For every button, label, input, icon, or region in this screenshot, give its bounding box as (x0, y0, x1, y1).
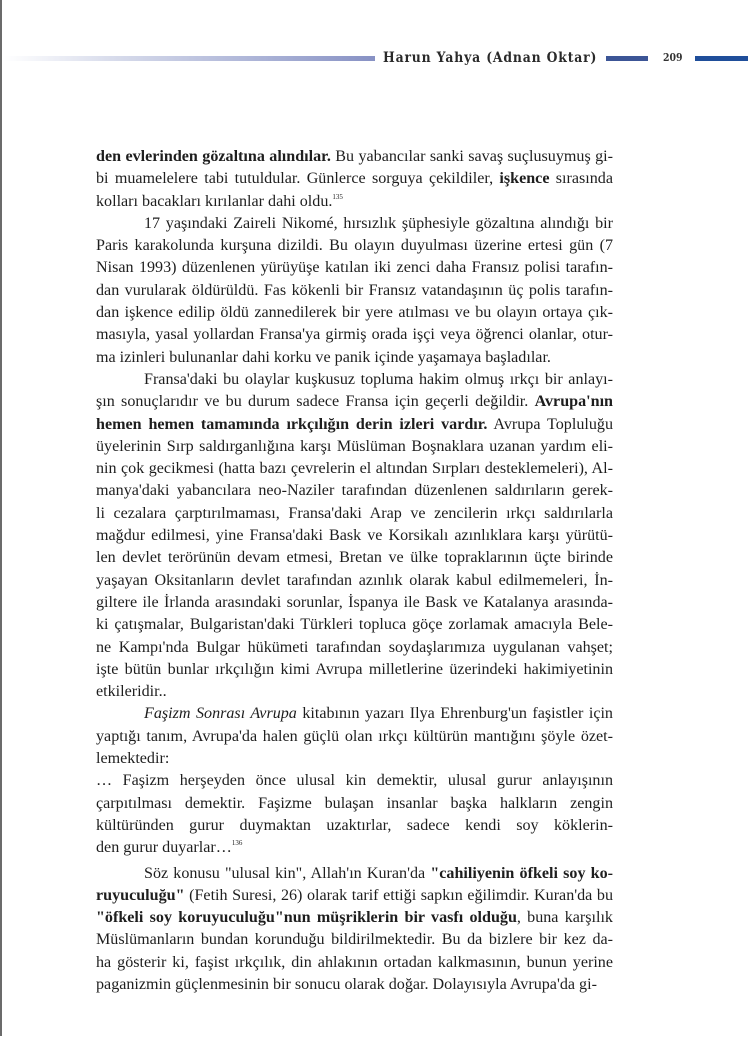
text-line (96, 837, 613, 859)
text-run: dan işkence edilip öldü zannedilerek bir yere atılması ve bu olayın ortaya çık- (96, 304, 613, 322)
paragraph (96, 863, 613, 997)
text-line (96, 436, 613, 458)
bold-text: Avrupa'nın (534, 393, 613, 411)
text-line (96, 681, 613, 703)
bold-text: işkence (499, 170, 550, 188)
text-run: etkileridir.. (96, 683, 167, 701)
text-run: den gurur duyarlar… (96, 839, 232, 857)
text-run: Söz konusu "ulusal kin", Allah'ın Kuran'da (144, 864, 431, 882)
text-line (96, 369, 613, 391)
page-number: 209 (663, 51, 683, 64)
text-run: Bu yabancılar sanki savaş suçlusuymuş gi- (330, 148, 613, 165)
text-line (96, 146, 613, 168)
text-run: (Fetih Suresi, 26) olarak tarif ettiği sapkın eğilimdir. Kuran'da bu (184, 886, 613, 904)
text-line (96, 525, 613, 547)
text-line (96, 614, 613, 636)
paragraph (96, 703, 613, 770)
text-line (96, 458, 613, 480)
text-line (96, 974, 613, 996)
text-line (96, 503, 613, 525)
text-line (96, 280, 613, 302)
header-gradient-bar (4, 56, 375, 61)
text-run: yaşayan Oksitanların devlet tarafından azınlık olarak kabul edilmemeleri, İn- (96, 571, 613, 589)
text-line (96, 570, 613, 592)
text-line (96, 793, 613, 815)
text-line (96, 480, 613, 502)
text-line (96, 235, 613, 257)
text-run: çarpıtılması demektir. Faşizme bulaşan insanlar başka halkların zengin (96, 794, 613, 812)
text-run: işte bütün bunlar ırkçılığın kimi Avrupa milletlerine üzerindeki hakimiyetinin (96, 660, 613, 678)
block-quote (96, 770, 613, 859)
text-run: giltere ile İrlanda arasındaki sorunlar, İspanya ile Bask ve Katalanya arasında- (96, 593, 613, 611)
text-run: … Faşizm herşeyden önce ulusal kin demektir, ulusal gurur anlayışının (96, 772, 613, 790)
footnote-reference: 136 (231, 839, 243, 848)
text-line (96, 815, 613, 837)
text-run: masıyla, yasal yollardan Fransa'ya girmiş orada işçi veya öğrenci olanlar, otur- (96, 326, 613, 344)
text-run: Avrupa Topluluğu (487, 415, 613, 433)
text-line (96, 770, 613, 792)
text-run: lemektedir: (96, 750, 170, 768)
text-run: kitabının yazarı Ilya Ehrenburg'un faşistler için (296, 705, 613, 723)
text-line (96, 257, 613, 279)
bold-text: den evlerinden gözaltına alındılar. (96, 148, 331, 165)
text-line (96, 637, 613, 659)
text-run: kolları bacakları kırılanlar dahi oldu. (96, 192, 333, 210)
text-run: paganizmin güçlenmesinin bir sonucu olarak doğar. Dolayısıyla Avrupa'da gi- (96, 975, 597, 993)
text-line (96, 302, 613, 324)
page-body (96, 146, 613, 996)
italic-title: Faşizm Sonrası Avrupa (144, 705, 297, 723)
text-run: üyelerinin Sırp saldırganlığına karşı Müslüman Boşnaklara uzanan yardım eli- (96, 437, 613, 455)
text-run: dan vurularak öldürüldü. Fas kökenli bir Fransız vatandaşının üç polis tarafın- (96, 281, 613, 299)
bold-text: ruyuculuğu" (96, 886, 185, 904)
bold-text: hemen hemen tamamında ırkçılığın derin izleri vardır. (96, 415, 488, 433)
header-accent-bar (606, 56, 648, 61)
text-line (96, 324, 613, 346)
text-line (96, 726, 613, 748)
text-line (96, 547, 613, 569)
text-run: sırasında (549, 170, 613, 188)
text-run: li cezalara çarptırılmaması, Fransa'daki Arap ve zencilerin ırkçı saldırılarla (96, 504, 613, 522)
page-left-rule (0, 0, 2, 1036)
bold-text: "cahiliyenin öfkeli soy ko- (430, 864, 613, 882)
text-run: ha gösterir ki, faşist ırkçılık, din ahlakının ortadan kalkmasının, bunun yerine (96, 953, 613, 971)
text-run: Fransa'daki bu olaylar kuşkusuz topluma hakim olmuş ırkçı bir anlayı- (144, 370, 613, 388)
paragraph (96, 146, 613, 213)
text-line (96, 347, 613, 369)
text-run: manya'daki yabancılara neo-Naziler tarafından düzenlenen saldırıların gerek- (96, 482, 613, 500)
text-run: , buna karşılık (516, 909, 613, 927)
text-run: ne Kampı'nda Bulgar hükümeti tarafından soydaşlarımıza uygulanan vahşet; (96, 638, 613, 656)
text-run: bi muamelelere tabi tutuldular. Günlerce sorguya çekildiler, (96, 170, 500, 188)
text-line (96, 952, 613, 974)
text-line (96, 191, 613, 213)
text-line (96, 885, 613, 907)
text-line (96, 907, 613, 929)
text-line (96, 414, 613, 436)
header-accent-bar-right (695, 56, 748, 61)
text-line (96, 748, 613, 770)
text-run: Nisan 1993) düzenlenen yürüyüşe katılan iki zenci daha Fransız polisi tarafın- (96, 259, 613, 277)
text-line (96, 703, 613, 725)
text-line (96, 863, 613, 885)
paragraph (96, 213, 613, 369)
text-run: Müslümanların bundan korunduğu bildirilmektedir. Bu da bizlere bir kez da- (96, 931, 613, 949)
text-run: ma izinleri bulunanlar dahi korku ve panik içinde yaşamaya başladılar. (96, 348, 551, 366)
text-line (96, 168, 613, 190)
text-run: len devlet terörünün devam etmesi, Bretan ve ülke topraklarının üçte birinde (96, 549, 613, 567)
text-run: kültüründen gurur duymaktan uzaktırlar, sadece kendi soy köklerin- (96, 816, 613, 834)
text-run: ki çatışmalar, Bulgaristan'daki Türkleri topluca göçe zorlamak amacıyla Bele- (96, 616, 613, 634)
text-line (96, 659, 613, 681)
text-run: yaptığı tanım, Avrupa'da halen güçlü olan ırkçı kültürün mantığını şöyle özet- (96, 727, 613, 745)
text-line (96, 929, 613, 951)
text-line (96, 391, 613, 413)
text-run: 17 yaşındaki Zaireli Nikomé, hırsızlık şüphesiyle gözaltına alındığı bir (144, 214, 613, 232)
bold-text: "öfkeli soy koruyuculuğu"nun müşriklerin bir vasfı olduğu (96, 909, 517, 927)
text-line (96, 213, 613, 235)
footnote-reference: 135 (332, 192, 343, 201)
text-run: nin çok gecikmesi (hatta bazı çevrelerin el altından Sırpları desteklemeleri), Al- (96, 460, 613, 478)
running-header-title: Harun Yahya (Adnan Oktar) (383, 50, 598, 66)
text-line (96, 592, 613, 614)
text-run: mağdur edilmesi, yine Fransa'daki Bask ve Korsikalı azınlıklara karşı yürütü- (96, 527, 613, 545)
text-run: Paris karakolunda kurşuna dizildi. Bu olayın duyulması üzerine ertesi gün (7 (96, 237, 613, 255)
text-run: şın sonuçlarıdır ve bu durum sadece Fransa için geçerli değildir. (96, 393, 535, 411)
paragraph (96, 369, 613, 703)
